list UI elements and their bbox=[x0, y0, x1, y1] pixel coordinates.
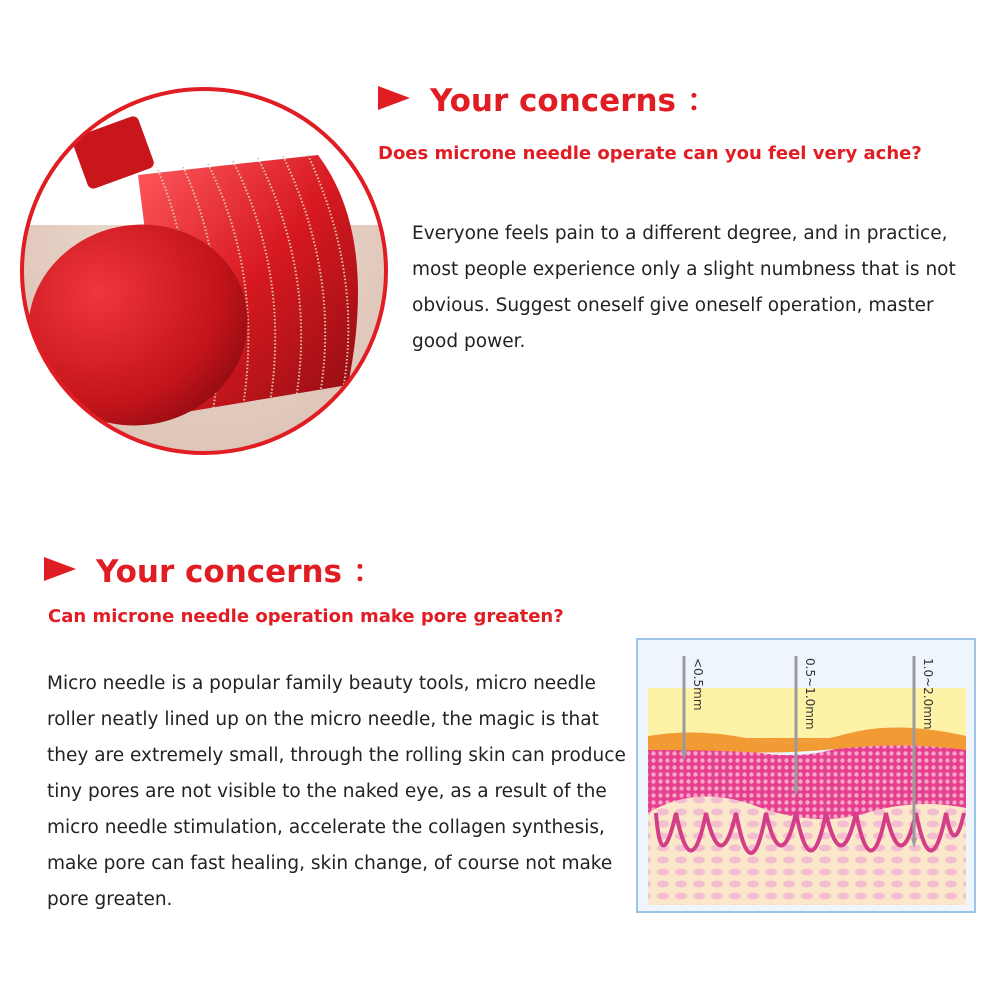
section1-heading bbox=[378, 75, 718, 120]
section1-heading-text: Your concerns ： bbox=[430, 83, 718, 119]
arrow-icon bbox=[378, 86, 410, 110]
section2-question: Can microne needle operation make pore greaten? bbox=[48, 606, 564, 627]
section2-paragraph: Micro needle is a popular family beauty tools, micro needle roller neatly lined up on the micro needle, the magic is that they are extremely small, through the rolling skin can produce tiny pores are not visible to the naked eye, as a result of the micro needle stimulation, accelerate the collagen synthesis, make pore can fast healing, skin change, of course not make pore greaten. bbox=[47, 673, 626, 910]
section1-paragraph: Everyone feels pain to a different degree, and in practice, most people experience only a slight numbness that is not obvious. Suggest oneself give oneself operation, master good power. bbox=[412, 223, 956, 352]
needle-label-1: <0.5mm bbox=[691, 658, 705, 711]
roller-closeup-image bbox=[18, 85, 390, 457]
section1-question: Does microne needle operate can you feel very ache? bbox=[378, 143, 922, 164]
skin-layers-diagram bbox=[636, 638, 976, 913]
needle-label-2: 0.5~1.0mm bbox=[803, 658, 817, 730]
arrow-icon bbox=[44, 557, 76, 581]
section2-heading bbox=[44, 546, 384, 591]
section2-heading-text: Your concerns ： bbox=[96, 554, 384, 590]
needle-label-3: 1.0~2.0mm bbox=[921, 658, 935, 730]
